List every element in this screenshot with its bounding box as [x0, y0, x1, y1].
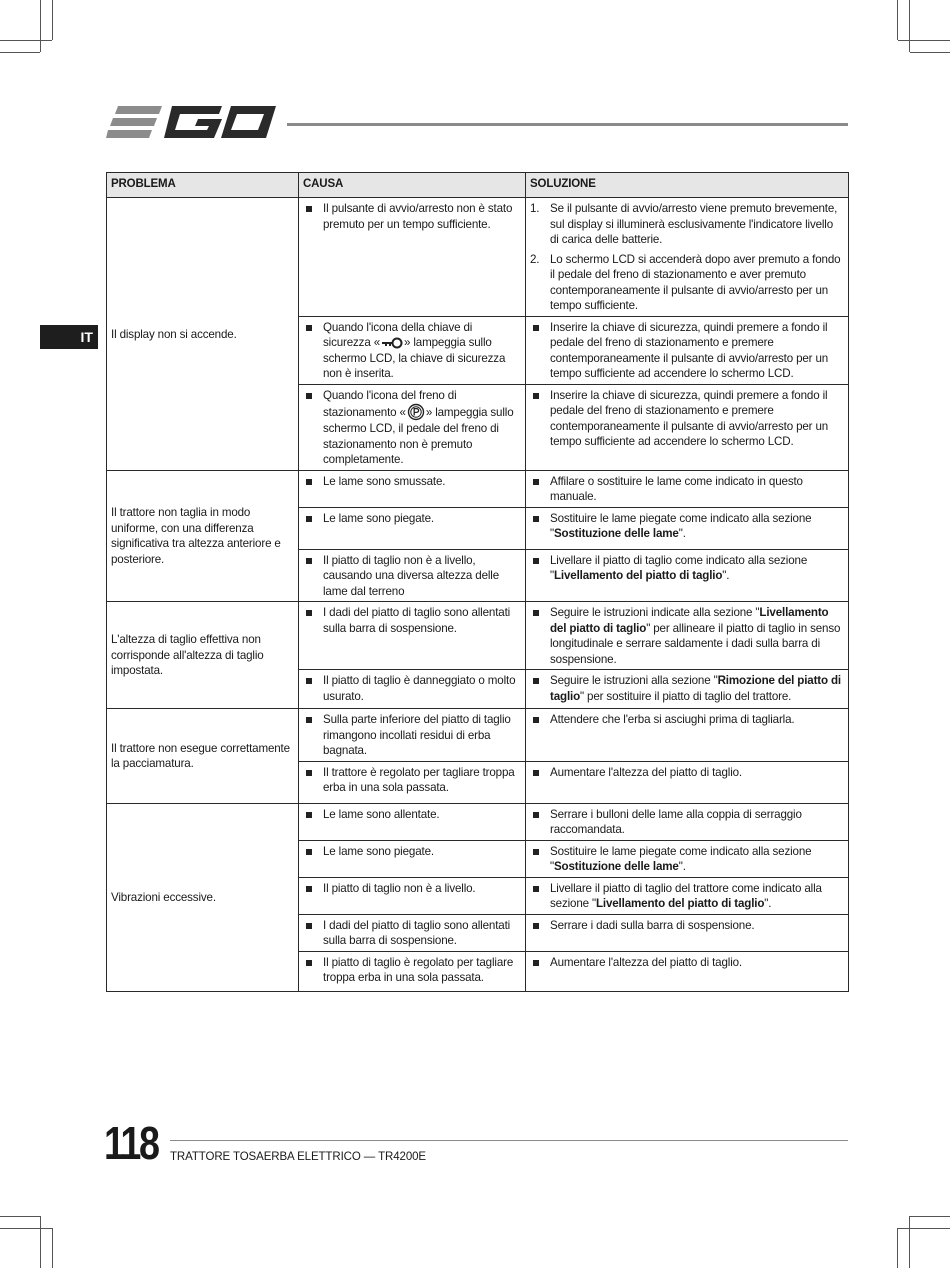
solution-text: Seguire le istruzioni indicate alla sezione "Livellamento del piatto di taglio" per allineare il piatto di taglio in senso longitudinale e serrare saldamente i dadi sulla barra di sospensione. [530, 605, 844, 667]
solution-text: Sostituire le lame piegate come indicato alla sezione "Sostituzione delle lame". [530, 844, 844, 875]
parking-brake-icon [407, 403, 425, 421]
table-header-row [107, 173, 849, 198]
cause-text: I dadi del piatto di taglio sono allentati sulla barra di sospensione. [303, 918, 521, 949]
table-row [107, 470, 849, 507]
solution-cell [526, 384, 849, 470]
solution-step: 2. Lo schermo LCD si accenderà dopo aver premuto a fondo il pedale del freno di stazionamento e aver premuto contemporaneamente il pulsante di avvio/arresto per un tempo sufficiente. [530, 252, 841, 312]
table-row [107, 602, 849, 670]
cause-cell [299, 951, 526, 991]
problem-cell: Vibrazioni eccessive. [107, 803, 299, 991]
solution-cell [526, 761, 849, 803]
cause-text: I dadi del piatto di taglio sono allentati sulla barra di sospensione. [303, 605, 521, 636]
solution-text: Serrare i bulloni delle lame alla coppia di serraggio raccomandata. [530, 807, 844, 838]
cause-cell [299, 602, 526, 670]
header-rule [287, 123, 848, 126]
solution-text: Livellare il piatto di taglio del trattore come indicato alla sezione "Livellamento del piatto di taglio". [530, 881, 844, 912]
cause-cell [299, 709, 526, 762]
crop-mark [0, 1216, 40, 1217]
cause-text: Il pulsante di avvio/arresto non è stato premuto per un tempo sufficiente. [303, 201, 521, 232]
crop-mark [897, 1228, 898, 1268]
cause-cell [299, 316, 526, 384]
solution-cell [526, 877, 849, 914]
crop-mark [0, 52, 40, 53]
crop-mark [910, 1216, 950, 1217]
solution-text: Serrare i dadi sulla barra di sospensione. [530, 918, 844, 934]
cause-cell [299, 198, 526, 317]
solution-text: Seguire le istruzioni alla sezione "Rimozione del piatto di taglio" per sostituire il piatto di taglio del trattore. [530, 673, 844, 704]
crop-mark [0, 40, 52, 41]
solution-cell [526, 951, 849, 991]
solution-cell [526, 803, 849, 840]
cause-cell [299, 549, 526, 602]
crop-mark [52, 1228, 53, 1268]
troubleshooting-table [106, 172, 849, 992]
solution-cell [526, 914, 849, 951]
cause-text: Il trattore è regolato per tagliare troppa erba in una sola passata. [303, 765, 521, 796]
cause-text: Le lame sono smussate. [303, 474, 521, 490]
solution-text: Livellare il piatto di taglio come indicato alla sezione "Livellamento del piatto di taglio". [530, 553, 844, 584]
cause-cell [299, 803, 526, 840]
cause-text: Sulla parte inferiore del piatto di taglio rimangono incollati residui di erba bagnata. [303, 712, 521, 759]
crop-mark [897, 0, 898, 40]
cause-cell [299, 914, 526, 951]
solution-cell [526, 316, 849, 384]
crop-mark [0, 1228, 52, 1229]
step-number: 1. [530, 202, 540, 215]
solution-text: Inserire la chiave di sicurezza, quindi premere a fondo il pedale del freno di stazionamento e premere contemporaneamente il pulsante di avvio/arresto per un tempo sufficiente ad accendere lo schermo LCD. [530, 388, 844, 450]
language-tab: IT [40, 325, 98, 349]
solution-cell [526, 840, 849, 877]
cause-text: Le lame sono allentate. [303, 807, 521, 823]
cause-text: Il piatto di taglio non è a livello, causando una diversa altezza delle lame dal terreno [303, 553, 521, 600]
problem-cell: Il trattore non taglia in modo uniforme, con una differenza significativa tra altezza anteriore e posteriore. [107, 470, 299, 602]
cause-cell [299, 877, 526, 914]
solution-text: Affilare o sostituire le lame come indicato in questo manuale. [530, 474, 844, 505]
solution-cell [526, 507, 849, 549]
solution-text: Attendere che l'erba si asciughi prima di tagliarla. [530, 712, 844, 728]
solution-text: Sostituire le lame piegate come indicato alla sezione "Sostituzione delle lame". [530, 511, 844, 542]
cause-cell [299, 670, 526, 709]
problem-cell: L'altezza di taglio effettiva non corrisponde all'altezza di taglio impostata. [107, 602, 299, 709]
solution-cell [526, 198, 849, 317]
footer-title: TRATTORE TOSAERBA ELETTRICO — TR4200E [170, 1151, 426, 1163]
table-row [107, 803, 849, 840]
cause-text: Il piatto di taglio non è a livello. [303, 881, 521, 897]
crop-mark [909, 1216, 910, 1268]
cause-text: Quando l'icona del freno di stazionamento « » lampeggia sullo schermo LCD, il pedale del freno di stazionamento non è premuto completamente. [303, 388, 521, 468]
crop-mark [898, 1228, 950, 1229]
crop-mark [52, 0, 53, 40]
solution-cell [526, 709, 849, 762]
cause-cell [299, 840, 526, 877]
solution-cell [526, 470, 849, 507]
crop-mark [909, 0, 910, 52]
footer-rule [170, 1140, 848, 1141]
solution-cell [526, 670, 849, 709]
crop-mark [910, 52, 950, 53]
solution-text: Aumentare l'altezza del piatto di taglio. [530, 955, 844, 971]
table-row [107, 709, 849, 762]
solution-text: Inserire la chiave di sicurezza, quindi premere a fondo il pedale del freno di stazionamento e premere contemporaneamente il pulsante di avvio/arresto per un tempo sufficiente ad accendere lo schermo LCD. [530, 320, 844, 382]
column-header: CAUSA [299, 173, 526, 198]
crop-mark [40, 1216, 41, 1268]
column-header: PROBLEMA [107, 173, 299, 198]
step-number: 2. [530, 252, 540, 266]
ego-logo [106, 100, 278, 144]
cause-text: Le lame sono piegate. [303, 511, 521, 527]
crop-mark [40, 0, 41, 52]
problem-cell: Il display non si accende. [107, 198, 299, 471]
cause-cell [299, 507, 526, 549]
cause-text: Il piatto di taglio è regolato per tagliare troppa erba in una sola passata. [303, 955, 521, 986]
problem-cell: Il trattore non esegue correttamente la pacciamatura. [107, 709, 299, 804]
cause-text: Quando l'icona della chiave di sicurezza « » lampeggia sullo schermo LCD, la chiave di sicurezza non è inserita. [303, 320, 521, 382]
cause-cell [299, 384, 526, 470]
solution-cell [526, 549, 849, 602]
crop-mark [898, 40, 950, 41]
key-icon [381, 337, 403, 349]
cause-cell [299, 761, 526, 803]
solution-cell [526, 602, 849, 670]
table-row [107, 198, 849, 317]
column-header: SOLUZIONE [526, 173, 849, 198]
solution-step: 1. Se il pulsante di avvio/arresto viene premuto brevemente, sul display si illuminerà esclusivamente l'indicatore livello di carica delle batterie. [530, 202, 838, 246]
solution-text: Aumentare l'altezza del piatto di taglio. [530, 765, 844, 781]
cause-cell [299, 470, 526, 507]
cause-text: Il piatto di taglio è danneggiato o molto usurato. [303, 673, 521, 704]
cause-text: Le lame sono piegate. [303, 844, 521, 860]
page-number: 118 [104, 1117, 158, 1169]
